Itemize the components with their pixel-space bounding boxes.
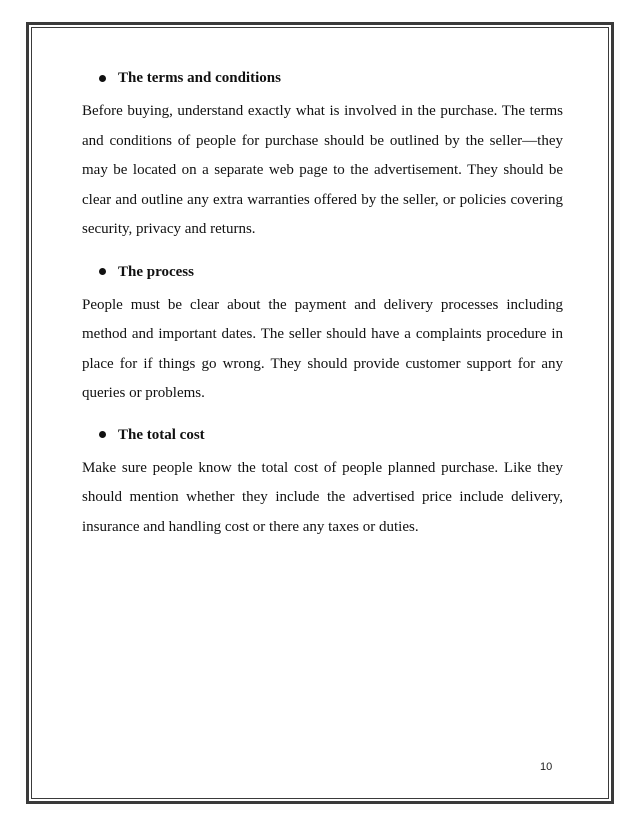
section-paragraph: People must be clear about the payment and delivery processes including method and important dates. The seller should have a complaints procedure in place for if things go wrong. They should provide customer support for any queries or problems. xyxy=(82,296,563,401)
bullet-icon xyxy=(99,268,106,275)
section-heading xyxy=(99,260,563,284)
section-heading-text: The terms and conditions xyxy=(118,70,281,86)
section-heading-text: The total cost xyxy=(118,426,205,443)
page-number: 10 xyxy=(540,761,553,773)
section-process xyxy=(82,260,563,409)
section-paragraph: Before buying, understand exactly what is involved in the purchase. The terms and conditions of people for purchase should be outlined by the seller—they may be located on a separate web page to the advertisement. They should be clear and outline any extra warranties offered by the seller, or policies covering security, privacy and returns. xyxy=(82,103,563,237)
section-terms-and-conditions xyxy=(82,66,563,245)
section-heading xyxy=(99,423,563,447)
section-paragraph: Make sure people know the total cost of people planned purchase. Like they should mention whether they include the advertised price include delivery, insurance and handling cost or there any taxes or duties. xyxy=(82,459,563,535)
section-heading xyxy=(99,66,563,90)
section-heading-text: The process xyxy=(118,263,194,280)
bullet-icon xyxy=(99,75,106,82)
section-total-cost xyxy=(82,423,563,543)
document-body xyxy=(82,66,563,542)
bullet-icon xyxy=(99,431,106,438)
